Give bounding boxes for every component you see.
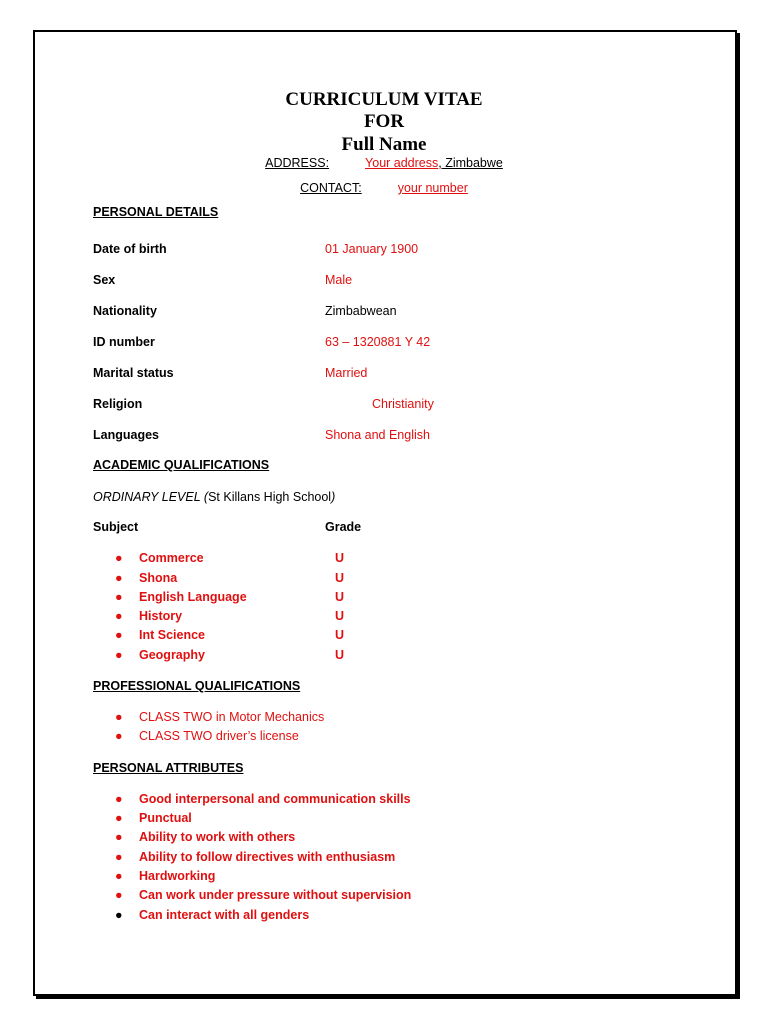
value-languages: Shona and English [325,428,430,442]
subject-name: Int Science [139,628,205,642]
bullet-dot-icon: ● [115,628,123,642]
personal-details-heading: PERSONAL DETAILS [93,205,219,219]
value-sex: Male [325,273,353,287]
subject-name: English Language [139,590,247,604]
value-nationality: Zimbabwean [325,304,397,318]
label-religion: Religion [93,397,143,411]
professional-heading: PROFESSIONAL QUALIFICATIONS [93,679,301,693]
contact-label: CONTACT: [300,181,362,195]
subject-header: Subject [93,520,139,534]
subject-grade: U [335,628,345,642]
ordinary-level-label: ORDINARY LEVEL ( [93,490,209,504]
contact-line [0,181,768,195]
attribute-item: Ability to work with others [139,830,296,844]
bullet-dot-icon: ● [115,648,123,662]
subject-name: Commerce [139,551,204,565]
school-name: St Killans High School [208,490,332,504]
subject-grade: U [335,571,345,585]
contact-value: your number [397,181,468,195]
ordinary-level-line [93,490,335,504]
bullet-dot-icon: ● [115,811,123,825]
value-marital-status: Married [325,366,368,380]
professional-item: CLASS TWO driver’s license [139,729,299,743]
subject-grade: U [335,590,345,604]
label-sex: Sex [93,273,116,287]
address-line [0,156,768,170]
label-date-of-birth: Date of birth [93,242,167,256]
label-languages: Languages [93,428,159,442]
bullet-dot-icon: ● [115,830,123,844]
subject-name: History [139,609,183,623]
address-value: Your address [365,156,439,170]
subject-name: Shona [139,571,178,585]
cv-full-name: Full Name [341,134,427,155]
academic-heading: ACADEMIC QUALIFICATIONS [93,458,270,472]
bullet-dot-icon: ● [115,729,123,743]
label-id-number: ID number [93,335,155,349]
bullet-dot-icon: ● [115,590,123,604]
subject-grade: U [335,609,345,623]
cv-title: CURRICULUM VITAE [285,89,483,110]
value-date-of-birth: 01 January 1900 [325,242,419,256]
label-marital-status: Marital status [93,366,174,380]
bullet-dot-icon: ● [115,551,123,565]
grade-header: Grade [325,520,362,534]
bullet-dot-icon: ● [115,710,123,724]
cv-for: FOR [363,111,405,132]
ordinary-level-close: ) [331,490,336,504]
attributes-heading: PERSONAL ATTRIBUTES [93,761,244,775]
bullet-dot-icon: ● [115,908,123,922]
attribute-item: Good interpersonal and communication skills [139,792,411,806]
bullet-dot-icon: ● [115,888,123,902]
address-suffix: , Zimbabwe [438,156,503,170]
value-id-number: 63 – 1320881 Y 42 [325,335,431,349]
attribute-item: Can interact with all genders [139,908,310,922]
bullet-dot-icon: ● [115,609,123,623]
label-nationality: Nationality [93,304,157,318]
attribute-item: Ability to follow directives with enthusiasm [139,850,396,864]
professional-item: CLASS TWO in Motor Mechanics [139,710,325,724]
bullet-dot-icon: ● [115,571,123,585]
subject-name: Geography [139,648,205,662]
address-label: ADDRESS: [265,156,330,170]
subject-grade: U [335,648,345,662]
bullet-dot-icon: ● [115,869,123,883]
attribute-item: Punctual [139,811,192,825]
attribute-item: Hardworking [139,869,216,883]
attribute-item: Can work under pressure without supervision [139,888,412,902]
value-religion: Christianity [372,397,434,411]
bullet-dot-icon: ● [115,792,123,806]
bullet-dot-icon: ● [115,850,123,864]
subject-grade: U [335,551,345,565]
